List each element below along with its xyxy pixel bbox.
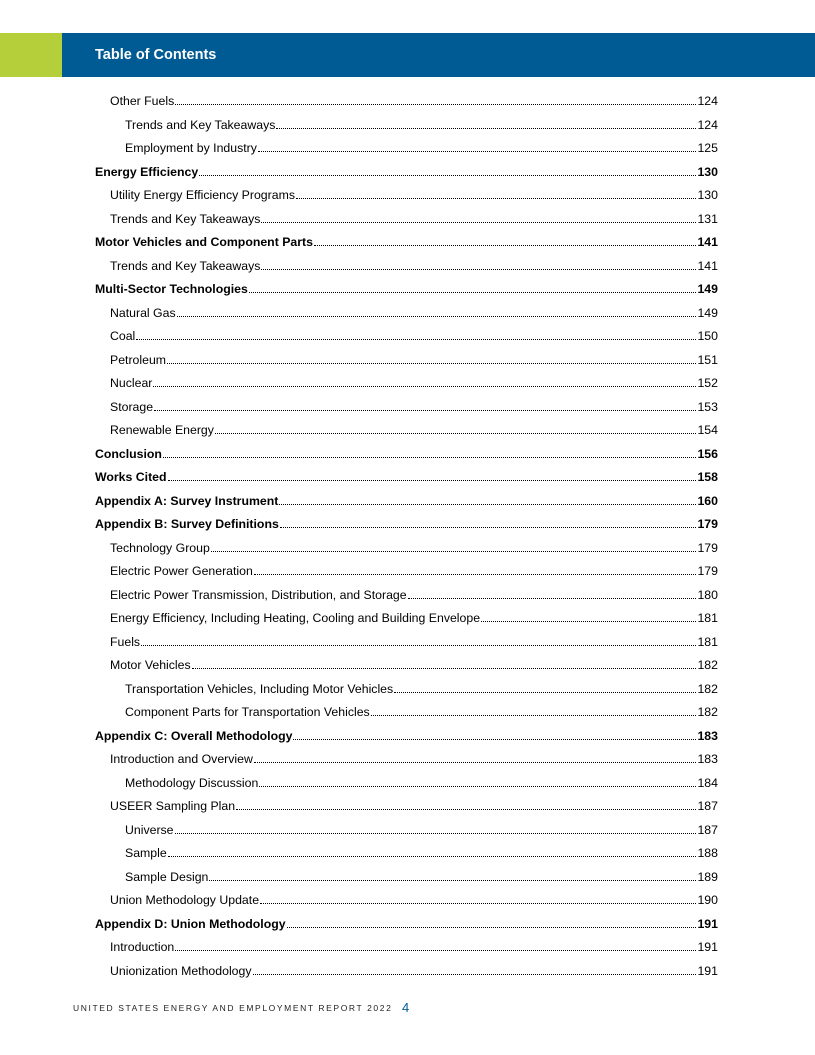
toc-entry-page: 131 xyxy=(697,211,718,226)
toc-entry-title: Other Fuels xyxy=(110,94,175,108)
toc-entry-title: Utility Energy Efficiency Programs xyxy=(110,188,295,202)
toc-entry[interactable] xyxy=(110,938,718,956)
toc-entry-page: 151 xyxy=(697,352,718,367)
toc-entry[interactable] xyxy=(95,445,718,463)
toc-entry[interactable] xyxy=(95,727,718,745)
toc-entry-page: 149 xyxy=(697,282,718,296)
toc-entry[interactable] xyxy=(110,962,718,980)
toc-entry-page: 160 xyxy=(697,493,718,508)
toc-entry[interactable] xyxy=(110,351,718,369)
toc-entry-page: 182 xyxy=(697,658,718,672)
toc-entry-title: Works Cited xyxy=(95,470,167,484)
toc-entry-title: Multi-Sector Technologies xyxy=(95,282,248,296)
toc-entry-page: 187 xyxy=(697,822,718,837)
toc-leader-dots xyxy=(279,504,696,505)
toc-entry-title: Appendix B: Survey Definitions xyxy=(95,517,279,531)
toc-entry[interactable] xyxy=(110,609,718,627)
toc-entry-title: Trends and Key Takeaways xyxy=(110,258,261,273)
toc-leader-dots xyxy=(253,974,697,975)
toc-entry-title: Storage xyxy=(110,399,154,414)
toc-entry-title: Employment by Industry xyxy=(125,141,257,155)
toc-leader-dots xyxy=(163,457,697,458)
toc-entry-title: Appendix C: Overall Methodology xyxy=(95,728,293,743)
toc-leader-dots xyxy=(177,316,697,317)
toc-entry-title: Introduction xyxy=(110,940,175,954)
toc-entry[interactable] xyxy=(125,774,718,792)
toc-entry-page: 189 xyxy=(697,869,718,884)
toc-entry[interactable] xyxy=(110,421,718,439)
toc-leader-dots xyxy=(260,903,696,904)
toc-entry-title: Trends and Key Takeaways xyxy=(110,211,261,226)
toc-entry-page: 141 xyxy=(697,235,718,249)
toc-entry-title: Transportation Vehicles, Including Motor Vehicles xyxy=(125,681,394,696)
toc-leader-dots xyxy=(141,645,696,646)
toc-entry-page: 183 xyxy=(697,752,718,766)
toc-entry-page: 179 xyxy=(697,564,718,578)
toc-entry-page: 179 xyxy=(697,540,718,555)
toc-leader-dots xyxy=(211,551,697,552)
toc-leader-dots xyxy=(209,880,696,881)
toc-entry[interactable] xyxy=(110,374,718,392)
toc-entry-page: 191 xyxy=(697,916,718,931)
toc-entry-page: 149 xyxy=(697,305,718,320)
toc-entry[interactable] xyxy=(110,633,718,651)
toc-entry-title: Appendix A: Survey Instrument xyxy=(95,493,279,508)
toc-entry-page: 158 xyxy=(697,470,718,484)
toc-entry-title: Unionization Methodology xyxy=(110,963,252,978)
page-title: Table of Contents xyxy=(95,47,217,63)
toc-leader-dots xyxy=(153,386,696,387)
toc-entry[interactable] xyxy=(110,539,718,557)
toc-entry[interactable] xyxy=(95,233,718,251)
toc-entry-page: 182 xyxy=(697,705,718,719)
toc-leader-dots xyxy=(167,363,696,364)
toc-entry[interactable] xyxy=(110,92,718,110)
toc-entry[interactable] xyxy=(110,562,718,580)
toc-entry[interactable] xyxy=(95,280,718,298)
toc-leader-dots xyxy=(175,950,696,951)
toc-entry[interactable] xyxy=(110,257,718,275)
toc-entry[interactable] xyxy=(125,680,718,698)
toc-entry-page: 184 xyxy=(697,775,718,790)
toc-entry-title: Energy Efficiency, Including Heating, Cooling and Building Envelope xyxy=(110,611,481,625)
footer-page-number: 4 xyxy=(402,1000,410,1015)
toc-entry[interactable] xyxy=(110,586,718,604)
toc-entry-title: Motor Vehicles xyxy=(110,658,191,672)
toc-entry[interactable] xyxy=(110,304,718,322)
toc-entry-page: 154 xyxy=(697,423,718,437)
toc-entry-page: 187 xyxy=(697,799,718,813)
toc-entry[interactable] xyxy=(110,398,718,416)
toc-entry-page: 188 xyxy=(697,846,718,860)
toc-entry-page: 156 xyxy=(697,446,718,461)
toc-leader-dots xyxy=(249,292,697,293)
toc-entry-title: USEER Sampling Plan xyxy=(110,799,236,813)
toc-entry-title: Sample xyxy=(125,846,167,860)
toc-entry[interactable] xyxy=(110,891,718,909)
toc-entry-title: Methodology Discussion xyxy=(125,775,259,790)
toc-leader-dots xyxy=(168,856,697,857)
toc-leader-dots xyxy=(199,175,696,176)
toc-entry[interactable] xyxy=(110,186,718,204)
toc-entry[interactable] xyxy=(125,703,718,721)
toc-entry-page: 183 xyxy=(697,728,718,743)
toc-entry-title: Trends and Key Takeaways xyxy=(125,117,276,132)
toc-entry-page: 130 xyxy=(697,164,718,179)
toc-entry-title: Natural Gas xyxy=(110,305,176,320)
toc-entry[interactable] xyxy=(95,468,718,486)
toc-leader-dots xyxy=(215,433,697,434)
toc-entry-page: 190 xyxy=(697,893,718,907)
toc-entry[interactable] xyxy=(95,515,718,533)
toc-entry-title: Union Methodology Update xyxy=(110,893,260,907)
toc-entry-page: 180 xyxy=(697,587,718,602)
toc-entry-page: 181 xyxy=(697,634,718,649)
page-header xyxy=(0,33,815,77)
toc-leader-dots xyxy=(394,692,696,693)
toc-entry-title: Electric Power Transmission, Distribution, and Storage xyxy=(110,587,407,602)
toc-entry[interactable] xyxy=(110,750,718,768)
toc-entry-page: 191 xyxy=(697,940,718,954)
toc-entry[interactable] xyxy=(125,868,718,886)
toc-entry-page: 181 xyxy=(697,611,718,625)
toc-entry-page: 179 xyxy=(697,517,718,531)
toc-leader-dots xyxy=(261,222,696,223)
toc-entry[interactable] xyxy=(125,139,718,157)
toc-entry[interactable] xyxy=(95,492,718,510)
toc-leader-dots xyxy=(254,574,697,575)
toc-entry[interactable] xyxy=(125,821,718,839)
toc-entry-title: Renewable Energy xyxy=(110,423,214,437)
toc-entry-title: Appendix D: Union Methodology xyxy=(95,916,286,931)
toc-entry[interactable] xyxy=(125,844,718,862)
toc-entry[interactable] xyxy=(110,797,718,815)
toc-leader-dots xyxy=(371,715,697,716)
toc-entry[interactable] xyxy=(125,116,718,134)
toc-entry-page: 125 xyxy=(697,141,718,155)
toc-leader-dots xyxy=(136,339,696,340)
toc-leader-dots xyxy=(259,786,696,787)
toc-leader-dots xyxy=(168,480,697,481)
toc-leader-dots xyxy=(261,269,696,270)
toc-leader-dots xyxy=(280,527,697,528)
toc-leader-dots xyxy=(175,833,697,834)
toc-entry-page: 141 xyxy=(697,258,718,273)
toc-leader-dots xyxy=(276,128,696,129)
toc-leader-dots xyxy=(154,410,696,411)
toc-leader-dots xyxy=(192,668,697,669)
toc-entry-page: 182 xyxy=(697,681,718,696)
toc-entry-title: Nuclear xyxy=(110,376,153,390)
toc-leader-dots xyxy=(175,104,696,105)
toc-entry-title: Coal xyxy=(110,329,136,343)
toc-entry[interactable] xyxy=(95,163,718,181)
toc-leader-dots xyxy=(296,198,696,199)
toc-leader-dots xyxy=(314,245,697,246)
toc-entry-title: Petroleum xyxy=(110,352,167,367)
toc-entry-title: Universe xyxy=(125,822,174,837)
toc-entry-page: 150 xyxy=(697,329,718,343)
toc-entry-title: Technology Group xyxy=(110,540,210,555)
toc-entry-page: 191 xyxy=(697,963,718,978)
toc-entry-title: Energy Efficiency xyxy=(95,164,199,179)
toc-entry-title: Fuels xyxy=(110,634,141,649)
toc-leader-dots xyxy=(236,809,696,810)
toc-entry[interactable] xyxy=(110,210,718,228)
toc-entry-title: Electric Power Generation xyxy=(110,564,253,578)
toc-entry-page: 152 xyxy=(697,376,718,390)
header-accent-block xyxy=(0,33,62,77)
toc-leader-dots xyxy=(293,739,696,740)
toc-leader-dots xyxy=(254,762,697,763)
toc-entry-page: 153 xyxy=(697,399,718,414)
toc-entry-title: Sample Design xyxy=(125,869,209,884)
footer-report-title: UNITED STATES ENERGY AND EMPLOYMENT REPORT 2022 xyxy=(73,1003,393,1013)
toc-leader-dots xyxy=(481,621,696,622)
toc-leader-dots xyxy=(287,927,697,928)
toc-leader-dots xyxy=(258,151,697,152)
toc-entry-page: 130 xyxy=(697,188,718,202)
toc-entry-title: Conclusion xyxy=(95,446,162,461)
toc-entry[interactable] xyxy=(110,327,718,345)
toc-entry[interactable] xyxy=(110,656,718,674)
toc-entry[interactable] xyxy=(95,915,718,933)
toc-entry-title: Introduction and Overview xyxy=(110,752,253,766)
toc-leader-dots xyxy=(408,598,697,599)
toc-entry-page: 124 xyxy=(697,117,718,132)
toc-entry-title: Component Parts for Transportation Vehicles xyxy=(125,705,370,719)
toc-entry-page: 124 xyxy=(697,94,718,108)
toc-entry-title: Motor Vehicles and Component Parts xyxy=(95,235,313,249)
